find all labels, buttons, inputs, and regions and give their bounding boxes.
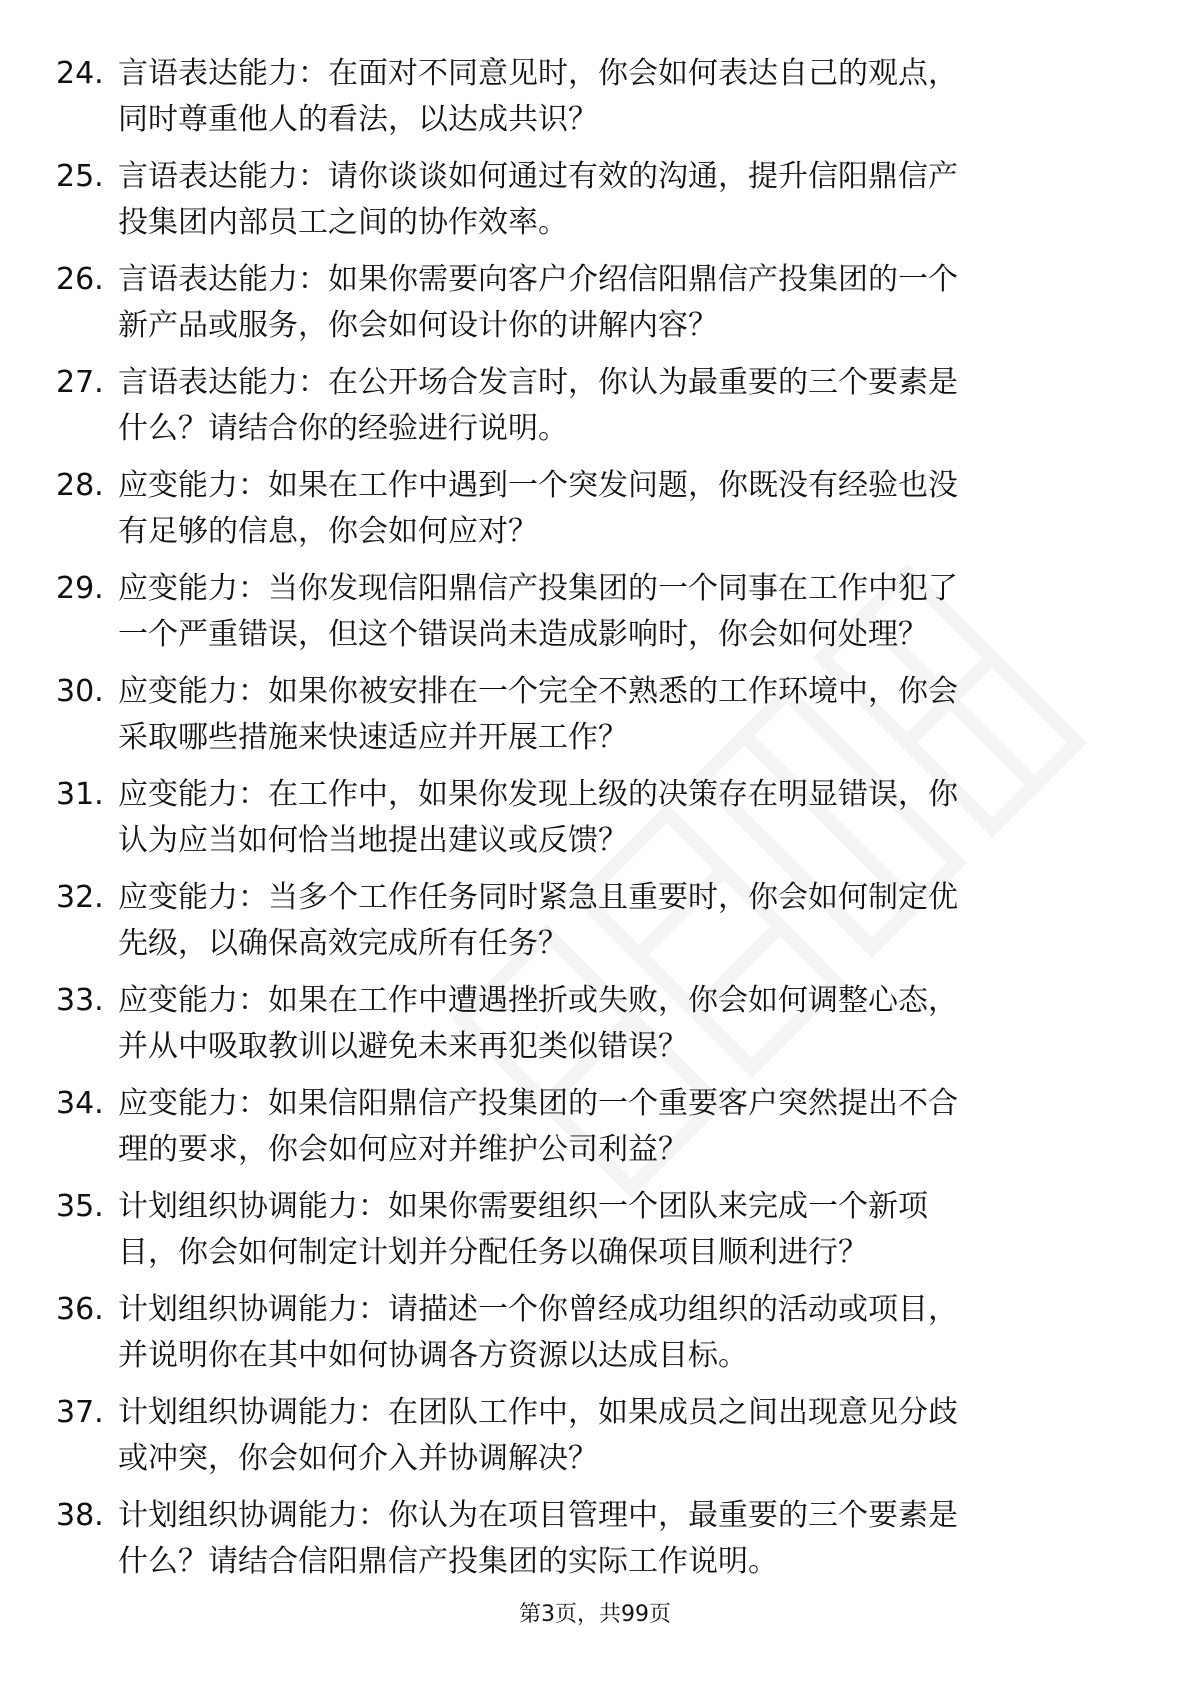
question-text-line-2: 先级，以确保高效完成所有任务？ <box>118 926 568 961</box>
question-number: 36. <box>56 1292 104 1327</box>
question-text-line-1: 计划组织协调能力：如果你需要组织一个团队来完成一个新项 <box>118 1189 928 1224</box>
question-number: 38. <box>56 1498 104 1533</box>
question-item <box>0 463 1190 563</box>
question-text-line-2: 并从中吸取教训以避免未来再犯类似错误？ <box>118 1029 688 1064</box>
question-text-line-2: 理的要求，你会如何应对并维护公司利益？ <box>118 1132 688 1167</box>
question-text-line-2: 目，你会如何制定计划并分配任务以确保项目顺利进行？ <box>118 1235 868 1270</box>
question-text-line-1: 应变能力：如果在工作中遭遇挫折或失败，你会如何调整心态， <box>118 983 958 1018</box>
question-number: 29. <box>56 571 104 606</box>
question-number: 30. <box>56 674 104 709</box>
question-text-line-1: 言语表达能力：在公开场合发言时，你认为最重要的三个要素是 <box>118 365 958 400</box>
question-item <box>0 1184 1190 1284</box>
question-text-line-1: 言语表达能力：在面对不同意见时，你会如何表达自己的观点， <box>118 56 958 91</box>
page-number: 第3页，共99页 <box>519 1602 671 1627</box>
question-text-line-1: 应变能力：如果你被安排在一个完全不熟悉的工作环境中，你会 <box>118 674 958 709</box>
question-text-line-2: 新产品或服务，你会如何设计你的讲解内容？ <box>118 308 718 343</box>
question-item <box>0 566 1190 666</box>
question-text-line-2: 一个严重错误，但这个错误尚未造成影响时，你会如何处理？ <box>118 617 928 652</box>
question-text-line-1: 计划组织协调能力：你认为在项目管理中，最重要的三个要素是 <box>118 1498 958 1533</box>
question-item <box>0 51 1190 151</box>
question-number: 34. <box>56 1086 104 1121</box>
question-number: 35. <box>56 1189 104 1224</box>
question-item <box>0 1493 1190 1593</box>
question-item <box>0 360 1190 460</box>
question-text-line-1: 应变能力：当你发现信阳鼎信产投集团的一个同事在工作中犯了 <box>118 571 958 606</box>
question-item <box>0 978 1190 1078</box>
question-number: 26. <box>56 262 104 297</box>
question-text-line-1: 应变能力：在工作中，如果你发现上级的决策存在明显错误，你 <box>118 777 958 812</box>
question-item <box>0 257 1190 357</box>
question-text-line-1: 应变能力：如果信阳鼎信产投集团的一个重要客户突然提出不合 <box>118 1086 958 1121</box>
question-text-line-2: 并说明你在其中如何协调各方资源以达成目标。 <box>118 1338 748 1373</box>
question-number: 32. <box>56 880 104 915</box>
question-text-line-1: 计划组织协调能力：请描述一个你曾经成功组织的活动或项目， <box>118 1292 958 1327</box>
question-text-line-1: 计划组织协调能力：在团队工作中，如果成员之间出现意见分歧 <box>118 1395 958 1430</box>
question-item <box>0 669 1190 769</box>
question-number: 25. <box>56 159 104 194</box>
question-item <box>0 154 1190 254</box>
question-text-line-1: 应变能力：当多个工作任务同时紧急且重要时，你会如何制定优 <box>118 880 958 915</box>
question-text-line-2: 采取哪些措施来快速适应并开展工作？ <box>118 720 628 755</box>
question-text-line-2: 同时尊重他人的看法，以达成共识？ <box>118 102 598 137</box>
question-text-line-1: 言语表达能力：请你谈谈如何通过有效的沟通，提升信阳鼎信产 <box>118 159 958 194</box>
question-number: 27. <box>56 365 104 400</box>
question-text-line-2: 有足够的信息，你会如何应对？ <box>118 514 538 549</box>
question-item <box>0 772 1190 872</box>
question-item <box>0 1390 1190 1490</box>
question-text-line-1: 应变能力：如果在工作中遇到一个突发问题，你既没有经验也没 <box>118 468 958 503</box>
question-number: 37. <box>56 1395 104 1430</box>
question-item <box>0 875 1190 975</box>
question-text-line-2: 投集团内部员工之间的协作效率。 <box>118 205 568 240</box>
question-item <box>0 1287 1190 1387</box>
question-text-line-1: 言语表达能力：如果你需要向客户介绍信阳鼎信产投集团的一个 <box>118 262 958 297</box>
question-number: 28. <box>56 468 104 503</box>
question-text-line-2: 什么？请结合你的经验进行说明。 <box>118 411 568 446</box>
question-number: 31. <box>56 777 104 812</box>
question-text-line-2: 认为应当如何恰当地提出建议或反馈？ <box>118 823 628 858</box>
question-number: 33. <box>56 983 104 1018</box>
question-item <box>0 1081 1190 1181</box>
question-number: 24. <box>56 56 104 91</box>
question-text-line-2: 或冲突，你会如何介入并协调解决？ <box>118 1441 598 1476</box>
question-text-line-2: 什么？请结合信阳鼎信产投集团的实际工作说明。 <box>118 1544 778 1579</box>
